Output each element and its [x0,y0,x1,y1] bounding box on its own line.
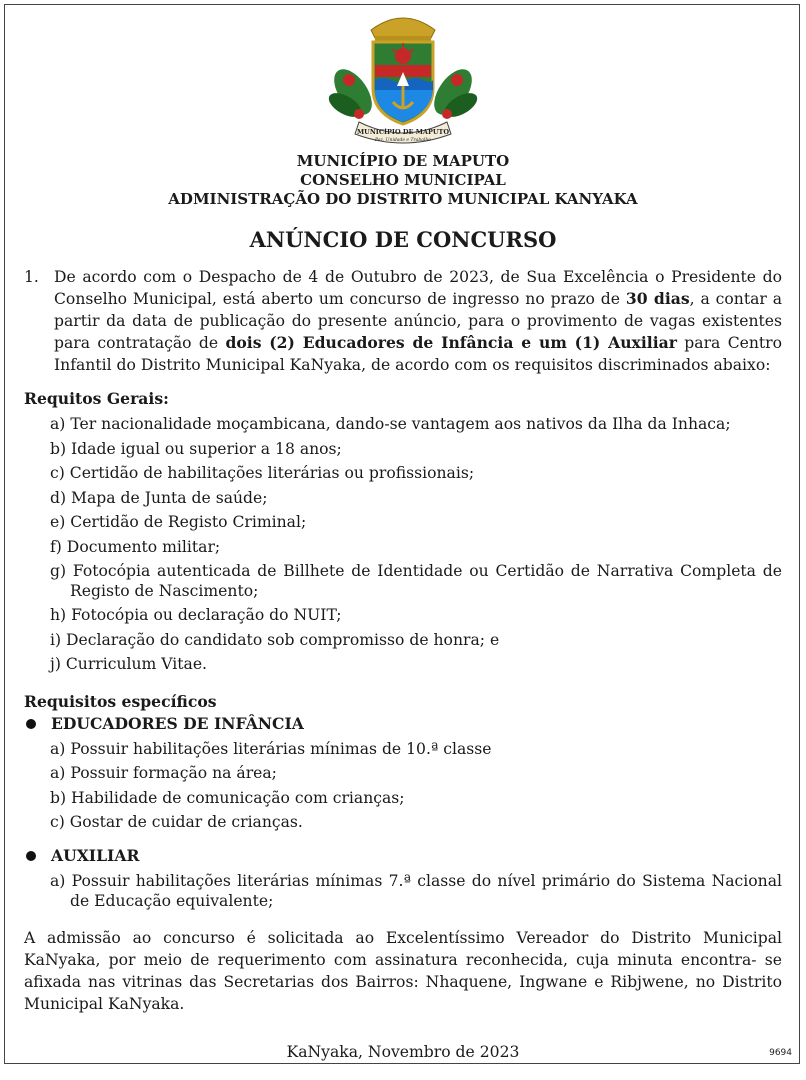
specific-requirements-heading: Requisitos específicos [24,691,217,711]
list-item: i) Declaração do candidato sob compromisso de honra; e [50,630,500,649]
place-and-date: KaNyaka, Novembro de 2023 [286,1042,520,1061]
intro-paragraph [24,266,782,376]
list-item: c) Gostar de cuidar de crianças. [50,813,303,831]
auxiliary-group-heading [24,845,782,867]
general-requirements-list [50,412,782,677]
paragraph-number: 1. [24,268,39,286]
bullet-icon [26,851,36,861]
bullet-icon [26,719,36,729]
intro-text-part: para Centro Infantil do Distrito Municipal KaNyaka, de acordo com os requisitos discriminados abaixo: [54,334,782,374]
list-item: d) Mapa de Junta de saúde; [50,488,268,507]
educators-requirements-list [50,737,782,835]
list-item: g) Fotocópia autenticada de Billhete de Identidade ou Certidão de Narrativa Completa de Registo de Nascimento; [50,562,782,600]
intro-text [54,266,782,376]
list-item: a) Possuir formação na área; [50,764,277,782]
list-item: h) Fotocópia ou declaração do NUIT; [50,606,342,624]
maputo-coat-of-arms-emblem [323,10,483,148]
intro-text-part: De acordo com o Despacho de 4 de Outubro de 2023, de Sua Excelência o Presidente do Conselho Municipal, está aberto um concurso de ingresso no prazo de [54,268,782,308]
group-title: EDUCADORES DE INFÂNCIA [51,713,304,733]
district-administration-name: ADMINISTRAÇÃO DO DISTRITO MUNICIPAL KANYAKA [168,190,638,208]
intro-text-part: , a contar a partir da data de publicação do presente anúncio, para o provimento de vagas existentes para contratação de [54,290,783,352]
deadline-bold: 30 dias [625,289,690,308]
vacancies-bold: dois (2) Educadores de Infância e um (1) Auxiliar [225,333,677,352]
svg-text:Paz, Unidade e Trabalho: Paz, Unidade e Trabalho [375,138,431,143]
auxiliary-requirements-list [50,869,782,913]
closing-paragraph: A admissão ao concurso é solicitada ao Excelentíssimo Vereador do Distrito Municipal KaNyaka, por meio de requerimento com assinatura reconhecida, cuja minuta encontra- se afixada nas vitrinas das Secretarias dos Bairros: Nhaquene, Ingwane e Ribjwene, no Distrito Municipal KaNyaka. [24,928,782,1013]
council-name: CONSELHO MUNICIPAL [300,171,506,189]
list-item: b) Habilidade de comunicação com crianças; [50,788,405,807]
group-title: AUXILIAR [51,845,140,865]
list-item: b) Idade igual ou superior a 18 anos; [50,439,342,458]
educators-group-heading [24,713,782,735]
list-item: c) Certidão de habilitações literárias ou profissionais; [50,464,475,482]
list-item: e) Certidão de Registo Criminal; [50,513,307,531]
svg-text:MUNICÍPIO DE MAPUTO: MUNICÍPIO DE MAPUTO [356,128,450,136]
list-item: j) Curriculum Vitae. [50,655,208,673]
list-item: a) Ter nacionalidade moçambicana, dando-se vantagem aos nativos da Ilha da Inhaca; [50,415,731,433]
reference-number: 9694 [769,1048,792,1058]
list-item: f) Documento militar; [50,537,221,556]
announcement-page [24,10,782,1061]
announcement-title: ANÚNCIO DE CONCURSO [249,227,557,252]
list-item: a) Possuir habilitações literárias mínimas 7.ª classe do nível primário do Sistema Nacional de Educação equivalente; [50,871,782,910]
municipality-name: MUNICÍPIO DE MAPUTO [296,152,510,170]
issuer-header [24,152,782,209]
general-requirements-heading: Requitos Gerais: [24,389,169,408]
list-item: a) Possuir habilitações literárias mínimas de 10.ª classe [50,739,492,758]
